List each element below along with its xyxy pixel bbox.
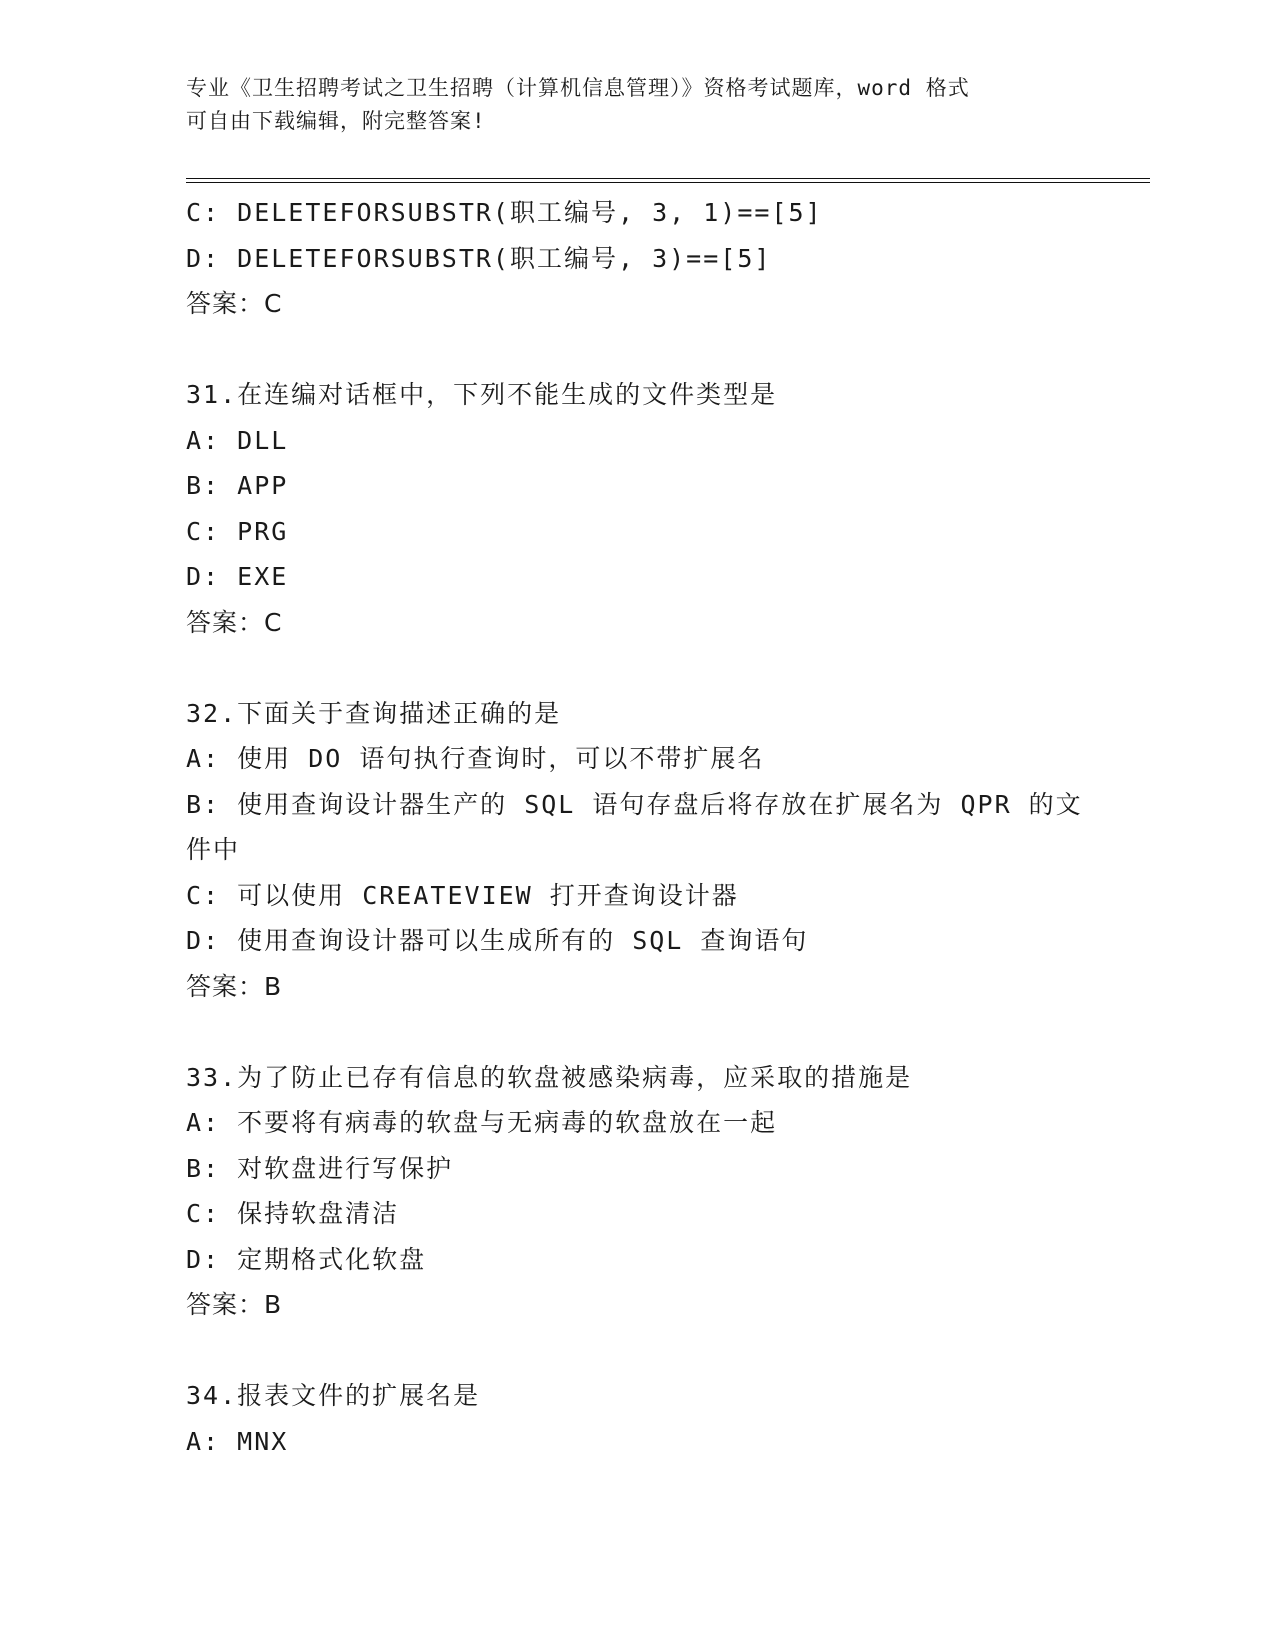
option-b-continued: 件中 — [186, 835, 241, 864]
answer: 答案：C — [186, 607, 283, 637]
answer: 答案：C — [186, 289, 283, 318]
document-header — [186, 72, 1066, 138]
option-a: A: 使用 DO 语句执行查询时，可以不带扩展名 — [186, 744, 765, 773]
spacer — [186, 1009, 1086, 1055]
answer: 答案：B — [186, 1290, 283, 1319]
option-a: A: DLL — [186, 425, 289, 455]
spacer — [186, 327, 1086, 373]
option-a: A: MNX — [186, 1426, 289, 1456]
header-line-2: 可自由下载编辑，附完整答案! — [186, 109, 486, 133]
option-b: B: 对软盘进行写保护 — [186, 1153, 454, 1183]
question-31 — [186, 372, 1086, 645]
question-stem: 33.为了防止已存有信息的软盘被感染病毒，应采取的措施是 — [186, 1062, 913, 1092]
question-30-continued — [186, 190, 1086, 327]
question-list — [186, 190, 1086, 1464]
question-stem: 34.报表文件的扩展名是 — [186, 1381, 481, 1410]
spacer — [186, 645, 1086, 691]
option-c: C: DELETEFORSUBSTR(职工编号, 3, 1)==[5] — [186, 198, 823, 227]
question-stem: 31.在连编对话框中，下列不能生成的文件类型是 — [186, 380, 778, 409]
header-divider-top — [186, 178, 1150, 179]
option-d: D: EXE — [186, 562, 289, 591]
header-line-1: 专业《卫生招聘考试之卫生招聘（计算机信息管理）》资格考试题库，word 格式 — [186, 76, 970, 100]
answer: 答案：B — [186, 971, 283, 1001]
option-d: D: 定期格式化软盘 — [186, 1244, 427, 1274]
question-32 — [186, 691, 1086, 1010]
header-divider-bottom — [186, 182, 1150, 183]
option-c: C: 可以使用 CREATEVIEW 打开查询设计器 — [186, 880, 739, 910]
question-34 — [186, 1373, 1086, 1464]
option-c: C: 保持软盘清洁 — [186, 1199, 400, 1228]
option-d: D: 使用查询设计器可以生成所有的 SQL 查询语句 — [186, 926, 809, 955]
option-b: B: APP — [186, 471, 289, 500]
option-a: A: 不要将有病毒的软盘与无病毒的软盘放在一起 — [186, 1108, 778, 1137]
spacer — [186, 1328, 1086, 1374]
option-c: C: PRG — [186, 516, 289, 546]
question-33 — [186, 1055, 1086, 1328]
option-b: B: 使用查询设计器生产的 SQL 语句存盘后将存放在扩展名为 QPR 的文 — [186, 789, 1083, 819]
option-d: D: DELETEFORSUBSTR(职工编号, 3)==[5] — [186, 243, 772, 273]
question-stem: 32.下面关于查询描述正确的是 — [186, 698, 562, 728]
